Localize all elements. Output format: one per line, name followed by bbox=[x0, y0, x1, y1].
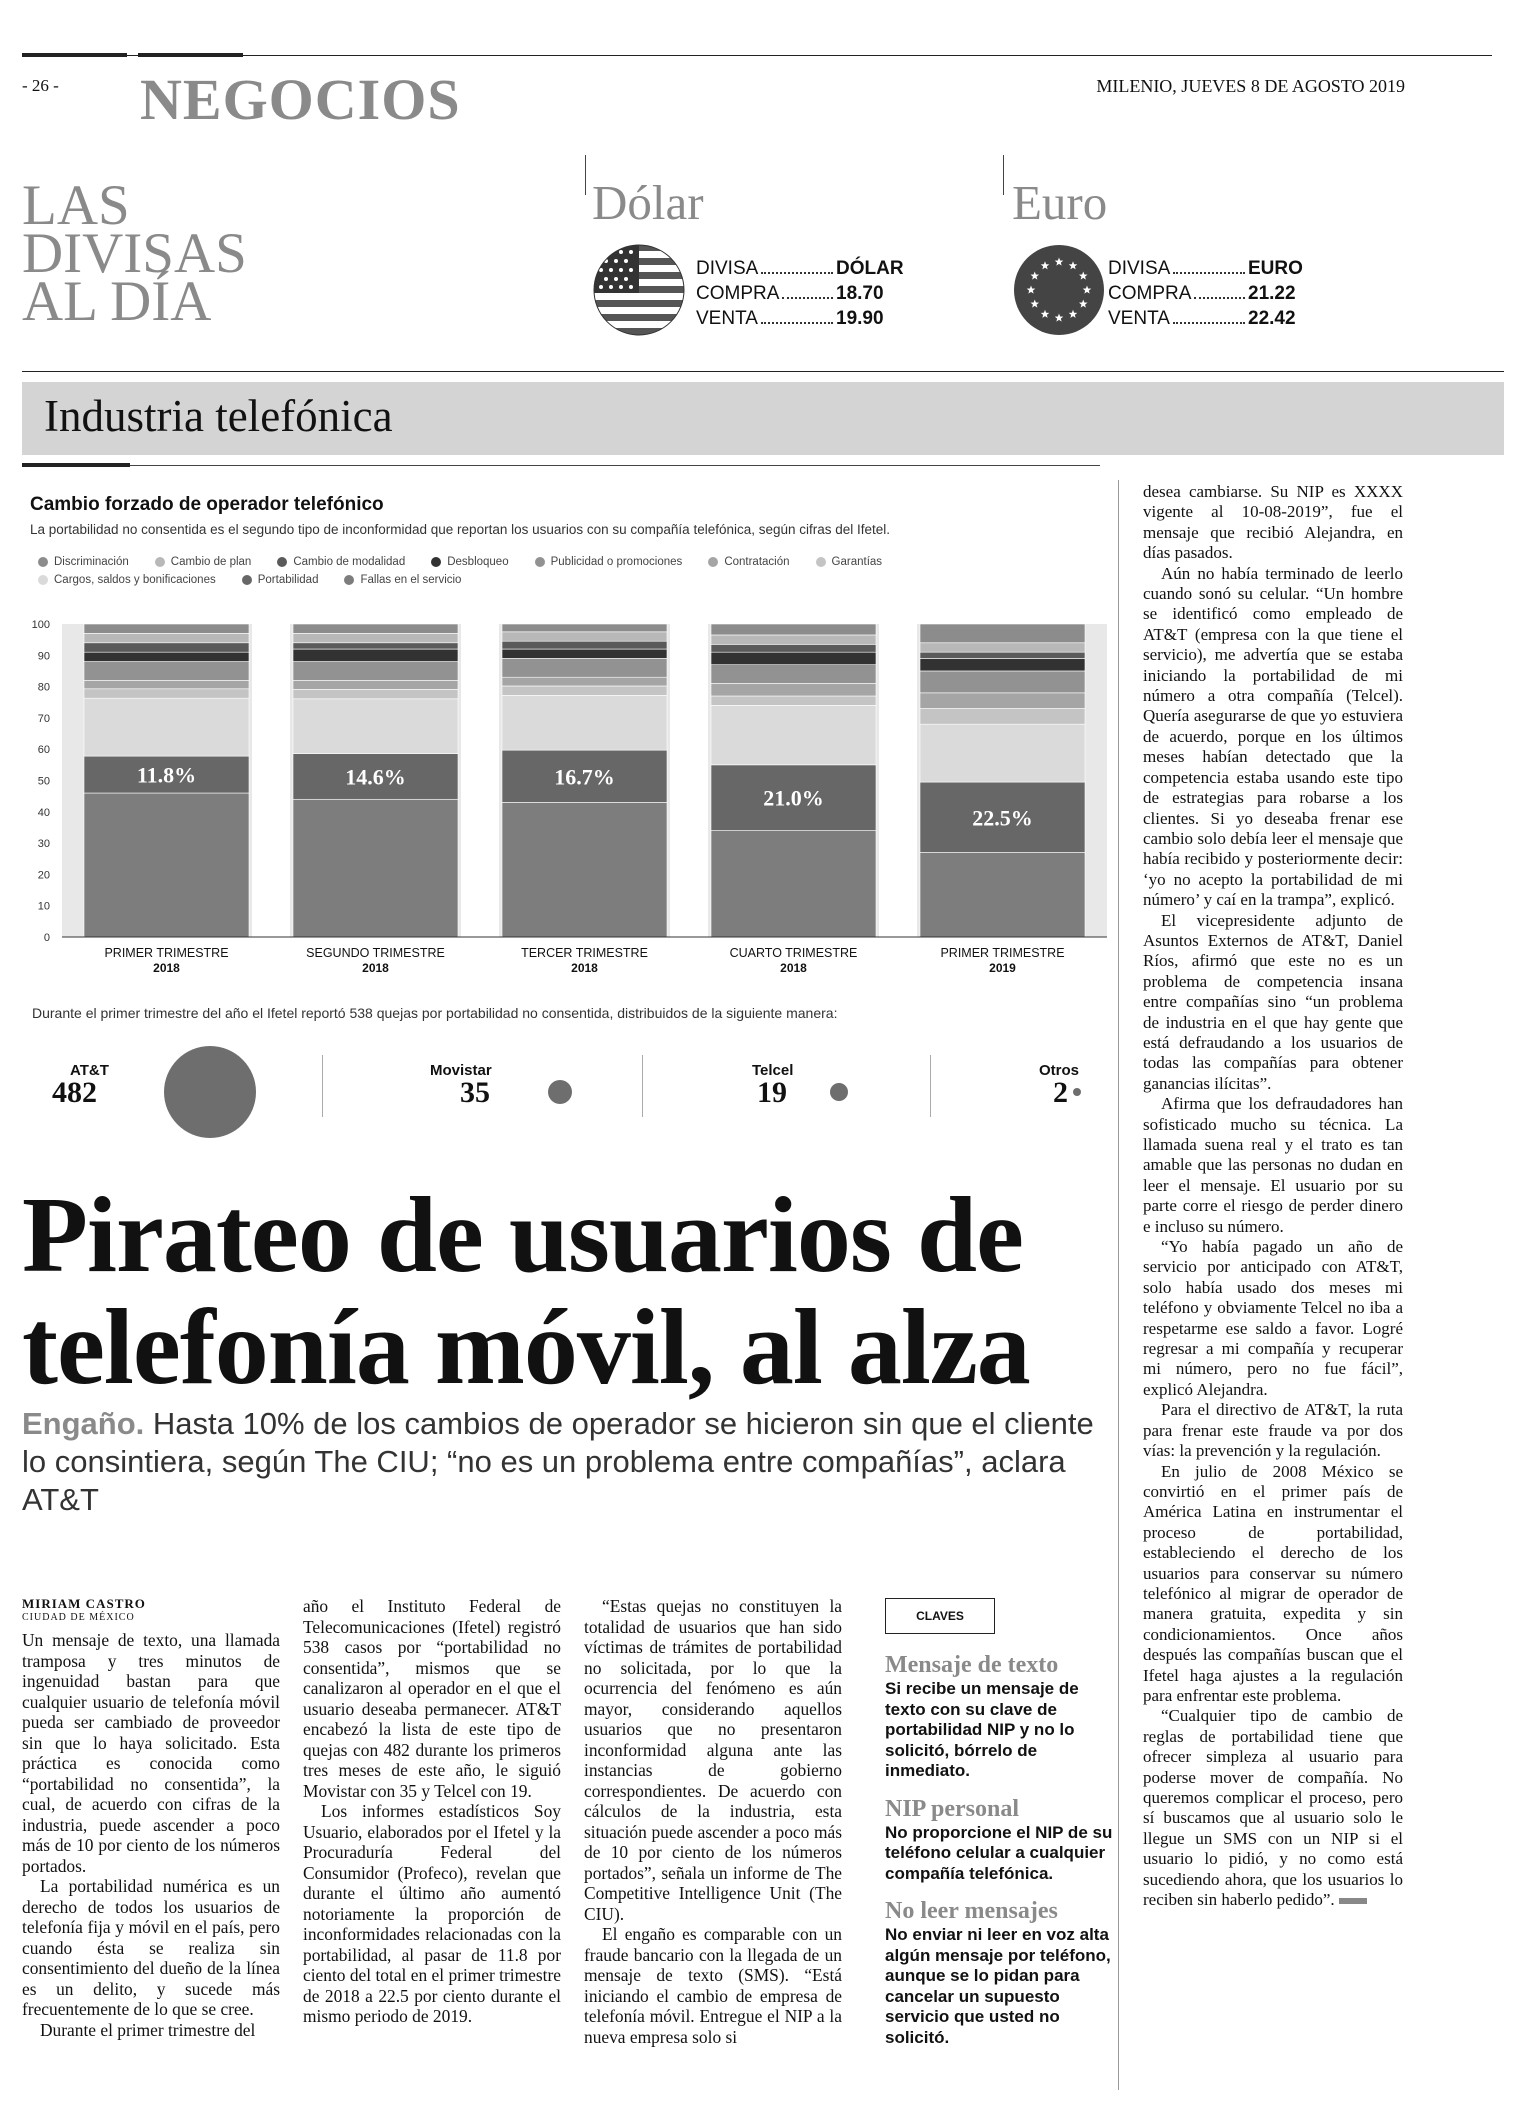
legend-swatch bbox=[38, 557, 48, 567]
bar-segment bbox=[711, 683, 876, 696]
quejas-row bbox=[32, 1050, 1107, 1130]
paragraph: “Yo había pagado un año de servicio por anticipado con AT&T, solo había usado dos meses mi teléfono y obviamente Telcel no iba a respetarme ese saldo a favor. Logré regresar a mi compañía y recuperar mi número, pero no fue fácil”, explicó Alejandra. bbox=[1143, 1237, 1403, 1399]
row-value: 19.90 bbox=[836, 308, 884, 329]
bar-gap bbox=[252, 622, 290, 937]
bar-segment bbox=[711, 635, 876, 644]
company-name: AT&T bbox=[70, 1062, 109, 1079]
divisas-title bbox=[22, 174, 322, 333]
company-name: Telcel bbox=[752, 1062, 794, 1079]
legend-item bbox=[708, 556, 789, 568]
divider bbox=[1003, 155, 1004, 195]
bar-segment bbox=[920, 658, 1085, 671]
gap bbox=[62, 624, 84, 937]
euro-divisa-row bbox=[1108, 256, 1338, 281]
clave-text: Si recibe un mensaje de texto con su clave de portabilidad NIP y no lo solicitó, bórrelo de inmediato. bbox=[885, 1679, 1079, 1780]
legend-item bbox=[816, 556, 883, 568]
deck-text: Hasta 10% de los cambios de operador se hicieron sin que el cliente lo consintiera, según The CIU; “no es un problema entre compañías”, aclara AT&T bbox=[22, 1406, 1094, 1517]
legend-item bbox=[431, 556, 508, 568]
chart-title: Cambio forzado de operador telefónico bbox=[30, 494, 384, 515]
dolar-compra-row bbox=[696, 281, 926, 306]
bar-segment bbox=[293, 699, 458, 754]
deck-kicker: Engaño. bbox=[22, 1406, 145, 1441]
column-divider bbox=[1118, 480, 1119, 2090]
y-tick-label: 60 bbox=[37, 744, 50, 757]
page-number: - 26 - bbox=[22, 76, 59, 95]
body-column-3 bbox=[584, 1596, 842, 2047]
y-tick-label: 70 bbox=[37, 712, 50, 725]
company-name: Movistar bbox=[430, 1062, 492, 1079]
paragraph: desea cambiarse. Su NIP es XXXX vigente al 10-08-2019”, fue el mensaje que recibió Alejandra, en días pasados. bbox=[1143, 482, 1403, 563]
y-tick-label: 40 bbox=[37, 806, 50, 819]
legend-label: Fallas en el servicio bbox=[360, 574, 462, 586]
legend-label: Publicidad o promociones bbox=[550, 556, 683, 568]
company-att bbox=[32, 1050, 287, 1130]
dolar-venta-row bbox=[696, 306, 926, 331]
y-tick-label: 20 bbox=[37, 869, 50, 882]
body-column-1 bbox=[22, 1630, 280, 2040]
legend-label: Portabilidad bbox=[257, 574, 319, 586]
bar-segment bbox=[293, 649, 458, 662]
x-tick-label-year: 2018 bbox=[153, 961, 180, 975]
row-label: DIVISA bbox=[1108, 258, 1171, 279]
legend-swatch bbox=[277, 557, 287, 567]
bar-segment bbox=[502, 641, 667, 649]
euro-venta-row bbox=[1108, 306, 1338, 331]
bar-segment bbox=[920, 709, 1085, 725]
bar-segment bbox=[502, 649, 667, 658]
bar-segment bbox=[502, 658, 667, 677]
bar-segment bbox=[84, 689, 249, 698]
company-name: Otros bbox=[1039, 1062, 1080, 1079]
bar-segment bbox=[920, 693, 1085, 709]
company-count: 2 bbox=[1053, 1076, 1068, 1109]
bar-segment bbox=[711, 696, 876, 705]
clave-title: NIP personal bbox=[885, 1795, 1020, 1822]
divisas-title-line: LAS bbox=[22, 174, 130, 237]
legend-item bbox=[38, 556, 129, 568]
count-circle bbox=[548, 1080, 573, 1105]
divider bbox=[322, 1055, 323, 1117]
chart-subtitle: La portabilidad no consentida es el segundo tipo de inconformidad que reportan los usuarios con su compañía telefónica, según cifras del Ifetel. bbox=[30, 522, 891, 537]
bar-gap bbox=[670, 622, 708, 937]
bar-segment bbox=[293, 643, 458, 649]
legend-item bbox=[242, 574, 319, 586]
row-label: VENTA bbox=[696, 308, 758, 329]
company-count: 482 bbox=[52, 1076, 97, 1109]
clave-text: No enviar ni leer en voz alta algún mensaje por teléfono, aunque se lo pidan para cancelar un supuesto servicio que usted no solicitó. bbox=[885, 1925, 1111, 2047]
y-tick-label: 30 bbox=[37, 838, 50, 851]
x-tick-label: TERCER TRIMESTRE bbox=[521, 946, 648, 960]
bar-segment bbox=[920, 671, 1085, 693]
divider bbox=[585, 155, 586, 195]
x-tick-label-year: 2019 bbox=[989, 961, 1016, 975]
x-tick-label: PRIMER TRIMESTRE bbox=[940, 946, 1065, 960]
legend-item bbox=[344, 574, 461, 586]
bar-segment bbox=[711, 831, 876, 937]
y-tick-label: 100 bbox=[31, 619, 50, 631]
bar-segment bbox=[711, 652, 876, 665]
row-label: DIVISA bbox=[696, 258, 759, 279]
divisas-title-line: AL DÍA bbox=[22, 270, 212, 333]
paragraph-text: “Cualquier tipo de cambio de reglas de portabilidad tiene que ofrecer simpleza al usuario para poderse mover de compañía. No queremos complicar el proceso, pero sí buscamos que al usuario solo le llegue un SMS con un NIP si el usuario lo pidió, y no como está sucediendo ahora, que los usuarios lo reciben sin haberlo pedido”. bbox=[1143, 1706, 1403, 1910]
paragraph: Los informes estadísticos Soy Usuario, elaborados por el Ifetel y la Procuraduría Federal del Consumidor (Profeco), revelan que durante el último año aumentó notoriamente la proporción de inconformidades relacionadas con la portabilidad, al pasar de 11.8 por ciento del total en el primer trimestre de 2018 a 22.5 por ciento durante el mismo periodo de 2019. bbox=[303, 1801, 561, 2026]
bar-segment bbox=[293, 624, 458, 633]
bar-segment bbox=[293, 680, 458, 689]
bar-segment bbox=[84, 652, 249, 661]
data-label: 11.8% bbox=[136, 762, 197, 788]
paragraph: “Estas quejas no constituyen la totalidad de usuarios que han sido víctimas de trámites de portabilidad no solicitada, por lo que la ocurrencia del fenómeno es aún mayor, considerando aquellos usuarios que no presentaron inconformidad alguna ante las instancias de gobierno correspondientes. De acuerdo con cálculos de la industria, esta situación puede ascender a poco más de 10 por ciento de los números portados”, señala un informe de The Competitive Intelligence Unit (The CIU). bbox=[584, 1596, 842, 1924]
count-circle bbox=[1073, 1088, 1081, 1096]
legend-swatch bbox=[38, 575, 48, 585]
chart-legend bbox=[38, 556, 1108, 586]
paragraph: Aún no había terminado de leerlo cuando sonó su celular. “Un hombre se identificó como empleado de AT&T (empresa con la que tiene el servicio), me advertía que se estaba iniciando la portabilidad de mi número a otra compañía (Telcel). Quería asegurarse de que yo estuviera de acuerdo, porque en los últimos meses habían detectado que la competencia estaba usando este tipo de estrategias para robarse a los clientes. Si yo deseaba frenar ese cambio solo debía leer el mensaje que había recibido y posteriormente decir: ‘yo no acepto la portabilidad de mi número’ y caí en la trampa”, explicó. bbox=[1143, 563, 1403, 910]
x-tick-label: CUARTO TRIMESTRE bbox=[729, 946, 858, 960]
data-label: 22.5% bbox=[972, 805, 1033, 831]
legend-label: Contratación bbox=[724, 556, 790, 568]
byline-author: MIRIAM CASTRO bbox=[22, 1596, 146, 1611]
row-label: VENTA bbox=[1108, 308, 1170, 329]
legend-swatch bbox=[155, 557, 165, 567]
paragraph: La portabilidad numérica es un derecho de todos los usuarios de telefonía fija y móvil en el país, pero cuando ésta se realiza sin consentimiento del dueño de la línea es un delito, y sucede más frecuentemente de lo que se cree. bbox=[22, 1876, 280, 2019]
dateline: MILENIO, JUEVES 8 DE AGOSTO 2019 bbox=[1096, 76, 1405, 96]
legend-item bbox=[535, 556, 683, 568]
legend-swatch bbox=[816, 557, 826, 567]
paragraph: En julio de 2008 México se convirtió en el primer país de América Latina en instrumentar el proceso de portabilidad, estableciendo el derecho de los usuarios para conservar su número telefónico al migrar de operador de manera gratuita, expedita y sin condicionamientos. Once años después las compañías buscan que el Ifetel haga ajustes a la regulación para enfrentar este problema. bbox=[1143, 1461, 1403, 1705]
data-label: 21.0% bbox=[763, 785, 824, 811]
paragraph: año el Instituto Federal de Telecomunicaciones (Ifetel) registró 538 casos por “portabilidad no consentida”, mismos que se canalizaron al operador en el que el usuario deseaba permanecer. AT&T encabezó la lista de este tipo de quejas con 482 durante los primeros tres meses de este año, le siguió Movistar con 35 y Telcel con 19. bbox=[303, 1596, 561, 1801]
bar-segment bbox=[293, 799, 458, 937]
bar-segment bbox=[502, 802, 667, 937]
bar-segment bbox=[84, 643, 249, 652]
x-tick-label-year: 2018 bbox=[780, 961, 807, 975]
bar-segment bbox=[293, 633, 458, 642]
bar-segment bbox=[711, 665, 876, 684]
chart-top-rule-accent bbox=[22, 463, 130, 467]
legend-label: Cargos, saldos y bonificaciones bbox=[54, 574, 216, 586]
us-flag-icon bbox=[593, 244, 685, 336]
legend-swatch bbox=[535, 557, 545, 567]
bar-segment bbox=[920, 652, 1085, 658]
y-tick-label: 10 bbox=[37, 900, 50, 913]
headline-line: telefonía móvil, al alza bbox=[22, 1288, 1030, 1407]
section-title: NEGOCIOS bbox=[140, 67, 461, 132]
x-tick-label-year: 2018 bbox=[571, 961, 598, 975]
eu-flag-icon bbox=[1013, 244, 1105, 336]
euro-compra-row bbox=[1108, 281, 1338, 306]
legend-item bbox=[38, 574, 216, 586]
euro-title: Euro bbox=[1012, 175, 1108, 230]
bar-segment bbox=[920, 724, 1085, 782]
chart-top-rule bbox=[22, 465, 1100, 466]
clave-title: No leer mensajes bbox=[885, 1898, 1058, 1924]
company-count: 19 bbox=[757, 1076, 787, 1109]
bar-segment bbox=[711, 624, 876, 635]
bar-segment bbox=[84, 793, 249, 937]
y-tick-label: 50 bbox=[37, 775, 50, 788]
legend-swatch bbox=[242, 575, 252, 585]
bar-segment bbox=[502, 632, 667, 641]
data-label: 16.7% bbox=[554, 764, 615, 790]
row-value: 18.70 bbox=[836, 283, 884, 304]
legend-swatch bbox=[708, 557, 718, 567]
paragraph: El engaño es comparable con un fraude bancario con la llegada de un mensaje de texto (SMS). “Está iniciando el cambio de empresa de telefonía móvil. Entregue el NIP a la nueva empresa solo si bbox=[584, 1924, 842, 2047]
bar-segment bbox=[502, 677, 667, 686]
dolar-table bbox=[696, 256, 926, 331]
legend-item bbox=[155, 556, 252, 568]
bar-segment bbox=[84, 633, 249, 642]
quejas-note: Durante el primer trimestre del año el Ifetel reportó 538 quejas por portabilidad no consentida, distribuidos de la siguiente manera: bbox=[32, 1005, 838, 1021]
paragraph: Afirma que los defraudadores han sofisticado mucho su técnica. La llamada suena real y el trato es tan amable que las personas no dudan en leer el mensaje. El usuario por su parte corre el riesgo de perder dinero e incluso su número. bbox=[1143, 1094, 1403, 1236]
deck bbox=[22, 1405, 1112, 1519]
legend-label: Cambio de plan bbox=[170, 556, 252, 568]
stacked-bar-chart bbox=[22, 600, 1112, 980]
company-count: 35 bbox=[460, 1076, 490, 1109]
top-rule-accent bbox=[22, 53, 127, 57]
count-circle bbox=[164, 1046, 256, 1138]
row-value: EURO bbox=[1248, 258, 1303, 279]
divider bbox=[930, 1055, 931, 1117]
bar-gap bbox=[879, 622, 917, 937]
company-telcel bbox=[657, 1050, 917, 1130]
bar-segment bbox=[84, 698, 249, 756]
legend-swatch bbox=[344, 575, 354, 585]
bar-segment bbox=[293, 689, 458, 698]
bar-gap bbox=[461, 622, 499, 937]
bar-segment bbox=[502, 624, 667, 632]
bar-segment bbox=[84, 624, 249, 633]
x-tick-label: PRIMER TRIMESTRE bbox=[104, 946, 229, 960]
body-column-2 bbox=[303, 1596, 561, 2027]
paragraph: Un mensaje de texto, una llamada tramposa y tres minutos de ingenuidad bastan para que cualquier usuario de telefonía móvil pueda ser cambiado de proveedor sin que lo haya solicitado. Esta práctica es conocida como “portabilidad no consentida”, la cual, de acuerdo con cifras de la industria, puede ascender a poco más de 10 por ciento de los números portados. bbox=[22, 1630, 280, 1876]
paragraph: Durante el primer trimestre del bbox=[40, 2019, 256, 2040]
dolar-divisa-row bbox=[696, 256, 926, 281]
bar-segment bbox=[711, 705, 876, 764]
x-tick-label: SEGUNDO TRIMESTRE bbox=[306, 946, 445, 960]
row-label: COMPRA bbox=[696, 283, 780, 304]
legend-label: Discriminación bbox=[54, 556, 129, 568]
bar-segment bbox=[502, 695, 667, 750]
bar-segment bbox=[920, 643, 1085, 652]
bar-segment bbox=[84, 662, 249, 681]
company-movistar bbox=[342, 1050, 642, 1130]
byline-place: CIUDAD DE MÉXICO bbox=[22, 1612, 135, 1623]
paragraph: Para el directivo de AT&T, la ruta para frenar este fraude va por dos vías: la prevención y la regulación. bbox=[1143, 1400, 1403, 1461]
count-circle bbox=[830, 1083, 848, 1101]
clave-title: Mensaje de texto bbox=[885, 1652, 1059, 1678]
legend-label: Desbloqueo bbox=[447, 556, 509, 568]
bar-segment bbox=[920, 852, 1085, 937]
bar-segment bbox=[293, 662, 458, 681]
euro-table bbox=[1108, 256, 1338, 331]
data-label: 14.6% bbox=[345, 764, 406, 790]
clave-text: No proporcione el NIP de su teléfono celular a cualquier compañía telefónica. bbox=[885, 1822, 1113, 1883]
body-column-right bbox=[1143, 482, 1403, 1910]
row-label: COMPRA bbox=[1108, 283, 1192, 304]
legend-swatch bbox=[431, 557, 441, 567]
divisas-bottom-rule bbox=[22, 371, 1504, 372]
bar-segment bbox=[84, 680, 249, 688]
y-tick-label: 80 bbox=[37, 681, 50, 694]
divider bbox=[642, 1055, 643, 1117]
industry-banner-title: Industria telefónica bbox=[44, 391, 393, 441]
top-rule-accent bbox=[138, 53, 243, 57]
headline bbox=[22, 1176, 1112, 1407]
row-value: 21.22 bbox=[1248, 283, 1296, 304]
company-otros bbox=[937, 1050, 1107, 1130]
x-tick-label-year: 2018 bbox=[362, 961, 389, 975]
end-mark bbox=[1339, 1898, 1367, 1904]
bar-segment bbox=[920, 624, 1085, 643]
headline-line: Pirateo de usuarios de bbox=[22, 1176, 1023, 1295]
y-tick-label: 90 bbox=[37, 650, 50, 663]
bar-segment bbox=[502, 686, 667, 695]
claves-list bbox=[885, 1652, 1125, 2048]
paragraph: El vicepresidente adjunto de Asuntos Externos de AT&T, Daniel Ríos, afirmó que este no es un problema de competencia insana entre compañías sino “un problema de industria en el que hay gente que está defraudando a los usuarios de todas las compañías para obtener ganancias ilícitas”. bbox=[1143, 910, 1403, 1093]
legend-label: Garantías bbox=[831, 556, 883, 568]
paragraph bbox=[1143, 1706, 1403, 1910]
divisas-title-line: DIVISAS bbox=[22, 222, 247, 285]
row-value: 22.42 bbox=[1248, 308, 1296, 329]
dolar-title: Dólar bbox=[592, 175, 704, 230]
legend-label: Cambio de modalidad bbox=[293, 556, 406, 568]
legend-item bbox=[277, 556, 405, 568]
claves-label: CLAVES bbox=[885, 1598, 995, 1634]
bar-segment bbox=[711, 644, 876, 652]
row-value: DÓLAR bbox=[836, 258, 904, 279]
y-tick-label: 0 bbox=[43, 932, 50, 944]
